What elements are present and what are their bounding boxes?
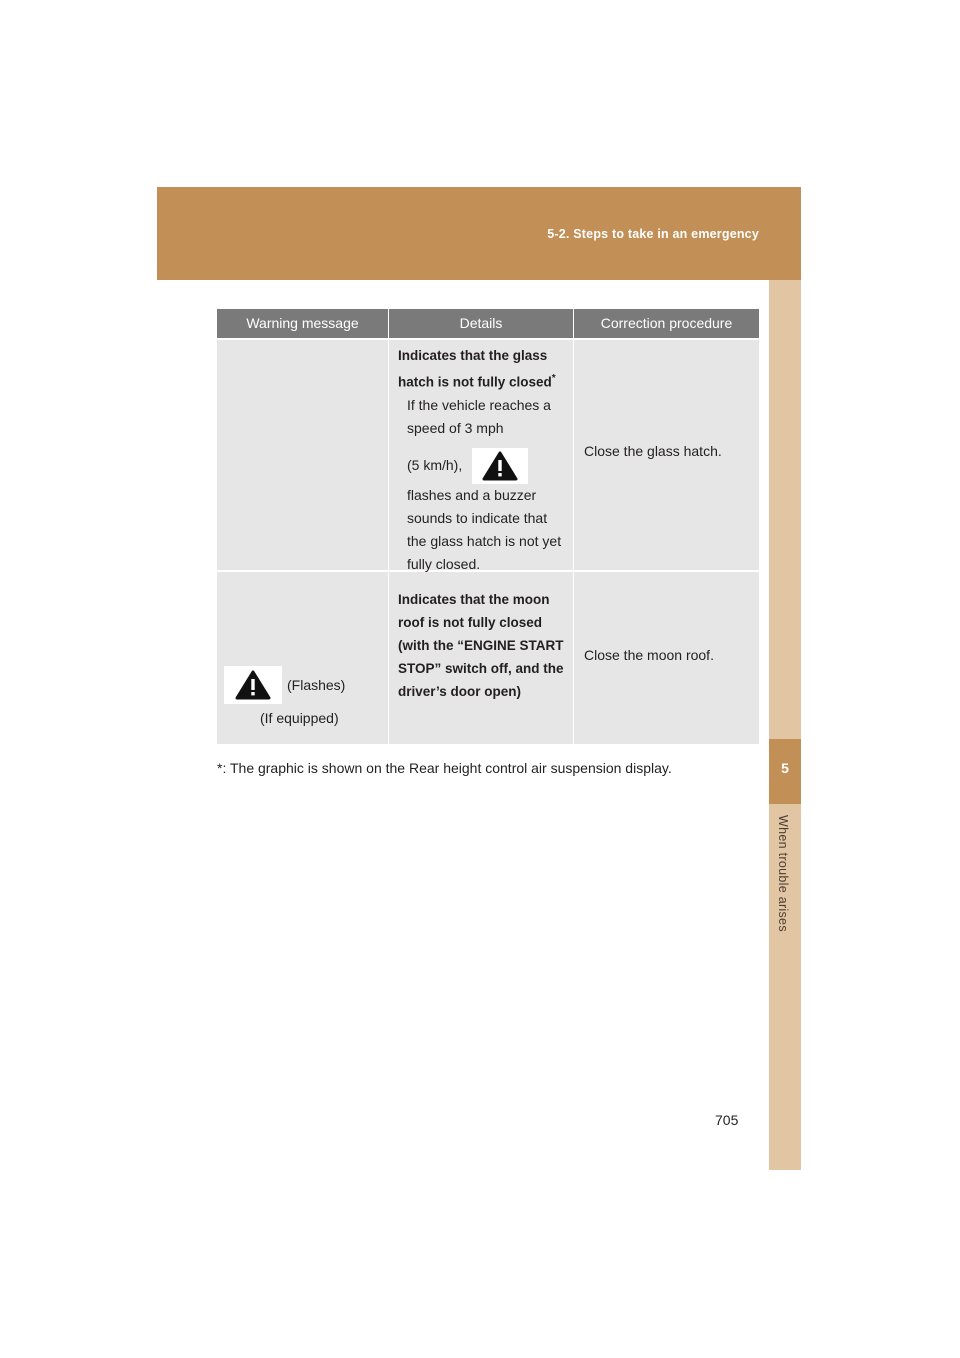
chapter-number: 5 bbox=[781, 760, 789, 776]
details-title: Indicates that the moon roof is not fully closed (with the “ENGINE START STOP” switch off, and the driver’s door open) bbox=[398, 592, 564, 699]
warning-message-cell bbox=[217, 340, 389, 570]
details-text-1: If the vehicle reaches a speed of 3 mph bbox=[407, 396, 551, 436]
chapter-label: When trouble arises bbox=[776, 815, 790, 932]
column-header-details: Details bbox=[389, 309, 574, 338]
details-title: Indicates that the glass hatch is not fully closed* bbox=[398, 348, 556, 390]
details-cell bbox=[389, 572, 574, 744]
warning-message-cell bbox=[217, 572, 389, 744]
warning-equipped-label: (If equipped) bbox=[260, 710, 339, 726]
table-row bbox=[217, 570, 759, 744]
warning-table bbox=[217, 309, 759, 744]
footnote: *: The graphic is shown on the Rear height control air suspension display. bbox=[217, 760, 672, 776]
correction-cell bbox=[574, 572, 759, 744]
column-header-correction: Correction procedure bbox=[600, 315, 733, 331]
chapter-tab[interactable] bbox=[769, 739, 801, 804]
details-text-3: flashes and a buzzer sounds to indicate that the glass hatch is not yet fully closed. bbox=[407, 486, 562, 572]
table-header bbox=[217, 309, 759, 338]
table-row bbox=[217, 338, 759, 570]
warning-flashes-label: (Flashes) bbox=[287, 677, 346, 693]
warning-triangle-icon bbox=[235, 670, 271, 700]
warning-icon-box bbox=[224, 666, 282, 704]
correction-text: Close the glass hatch. bbox=[584, 443, 722, 459]
warning-icon-box bbox=[472, 448, 528, 484]
header-band bbox=[157, 187, 801, 280]
warning-triangle-icon bbox=[482, 451, 518, 481]
side-strip bbox=[769, 280, 801, 1170]
footnote-mark: * bbox=[551, 373, 556, 384]
details-speed-line bbox=[398, 446, 567, 484]
correction-text: Close the moon roof. bbox=[584, 647, 714, 663]
page-number: 705 bbox=[715, 1112, 739, 1128]
column-header-warning-message: Warning message bbox=[217, 309, 389, 338]
section-title: 5-2. Steps to take in an emergency bbox=[547, 227, 759, 241]
details-cell bbox=[389, 340, 574, 570]
details-text-2: (5 km/h), bbox=[407, 456, 463, 473]
correction-cell bbox=[574, 340, 759, 570]
